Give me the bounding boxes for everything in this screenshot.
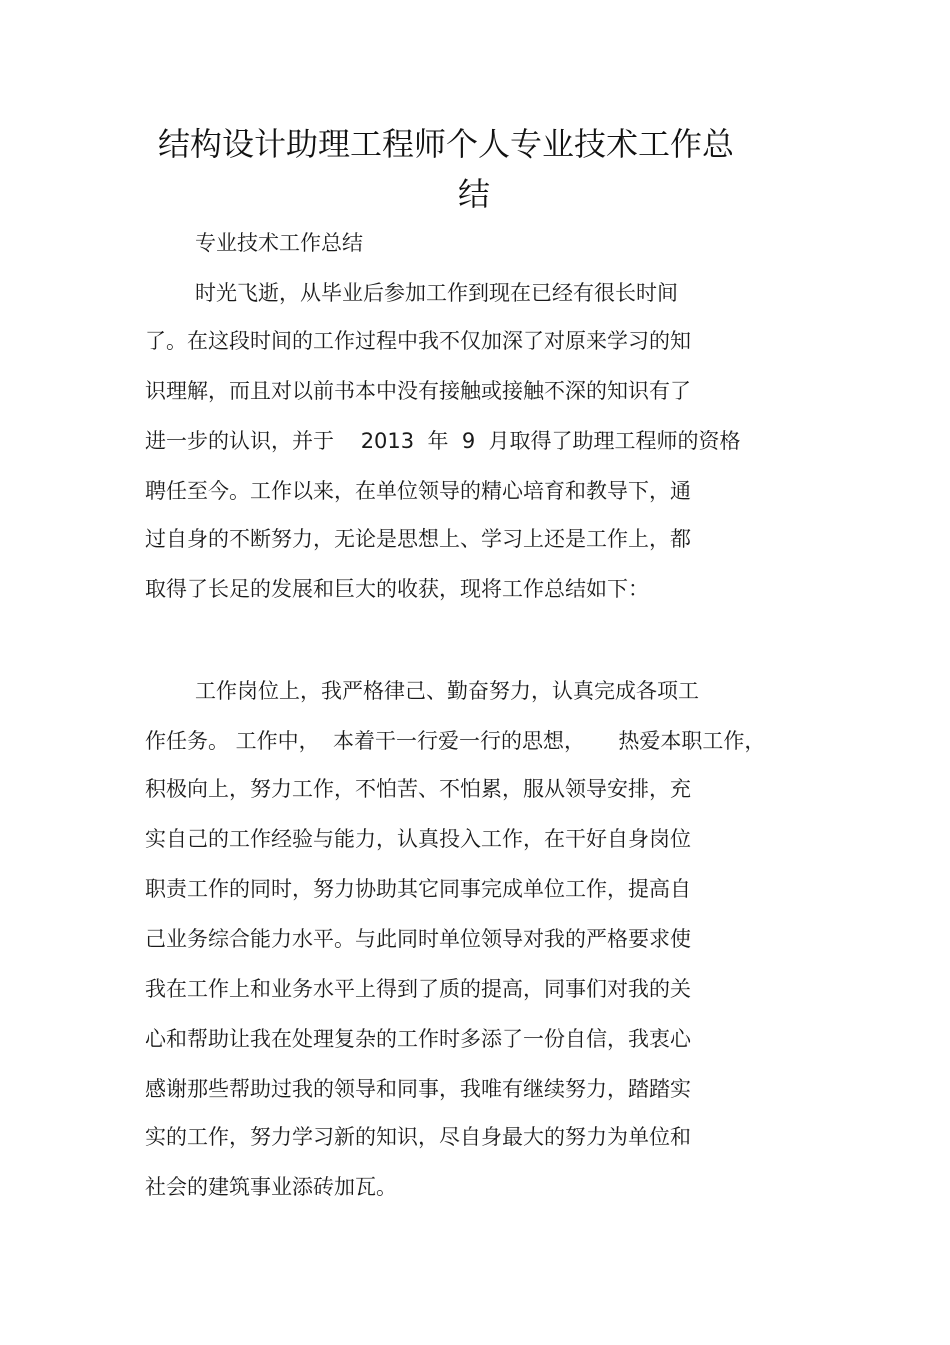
document-title-line-1: 结构设计助理工程师个人专业技术工作总 bbox=[158, 125, 735, 163]
paragraph-1-line: 了。在这段时间的工作过程中我不仅加深了对原来学习的知 bbox=[145, 329, 691, 353]
paragraph-2-line: 作任务。 工作中， 本着干一行爱一行的思想， 热爱本职工作， bbox=[145, 729, 766, 753]
paragraph-2-line: 实自己的工作经验与能力，认真投入工作，在干好自身岗位 bbox=[145, 827, 691, 851]
document-title-line-2: 结 bbox=[458, 175, 491, 213]
paragraph-2-line: 我在工作上和业务水平上得到了质的提高，同事们对我的关 bbox=[145, 977, 691, 1001]
paragraph-2-line: 己业务综合能力水平。与此同时单位领导对我的严格要求使 bbox=[145, 927, 691, 951]
paragraph-2-line: 实的工作，努力学习新的知识，尽自身最大的努力为单位和 bbox=[145, 1125, 691, 1149]
paragraph-2-line: 社会的建筑事业添砖加瓦。 bbox=[145, 1175, 397, 1199]
paragraph-1-line: 时光飞逝，从毕业后参加工作到现在已经有很长时间 bbox=[195, 281, 678, 305]
paragraph-1-line: 识理解，而且对以前书本中没有接触或接触不深的知识有了 bbox=[145, 379, 691, 403]
paragraph-1-line: 过自身的不断努力，无论是思想上、学习上还是工作上，都 bbox=[145, 527, 691, 551]
paragraph-2-line: 心和帮助让我在处理复杂的工作时多添了一份自信，我衷心 bbox=[145, 1027, 691, 1051]
paragraph-1-line: 进一步的认识，并于 2013 年 9 月取得了助理工程师的资格 bbox=[145, 429, 741, 453]
paragraph-2-line: 积极向上，努力工作，不怕苦、不怕累，服从领导安排，充 bbox=[145, 777, 691, 801]
paragraph-2-line: 职责工作的同时，努力协助其它同事完成单位工作，提高自 bbox=[145, 877, 691, 901]
document-subtitle: 专业技术工作总结 bbox=[195, 231, 363, 255]
paragraph-1-line: 聘任至今。工作以来，在单位领导的精心培育和教导下，通 bbox=[145, 479, 691, 503]
paragraph-1-line: 取得了长足的发展和巨大的收获，现将工作总结如下： bbox=[145, 577, 649, 601]
paragraph-2-line: 感谢那些帮助过我的领导和同事，我唯有继续努力，踏踏实 bbox=[145, 1077, 691, 1101]
paragraph-2-line: 工作岗位上，我严格律己、勤奋努力，认真完成各项工 bbox=[195, 679, 699, 703]
